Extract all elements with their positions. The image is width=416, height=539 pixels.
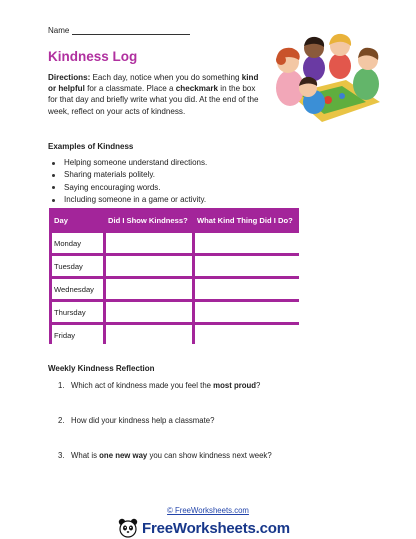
kindness-checkbox-cell[interactable] (106, 279, 192, 299)
question-part: What is (71, 451, 100, 460)
footer-brand[interactable] (118, 518, 290, 538)
question-part: ? (256, 381, 261, 390)
header-day: Day (52, 211, 103, 230)
directions-part: Each day, notice when you do something (90, 73, 242, 82)
kindness-checkbox-cell[interactable] (106, 325, 192, 345)
question-emphasis: one new way (99, 451, 148, 460)
kind-thing-write-cell[interactable] (195, 233, 299, 253)
reflection-heading: Weekly Kindness Reflection (48, 364, 155, 373)
kindness-checkbox-cell[interactable] (106, 233, 192, 253)
directions-emphasis: checkmark (175, 84, 219, 94)
kindness-checkbox-cell[interactable] (106, 302, 192, 322)
question-emphasis: most proud (213, 381, 257, 390)
question-text (71, 451, 272, 460)
kind-thing-write-cell[interactable] (195, 256, 299, 276)
kind-thing-write-cell[interactable] (195, 325, 299, 345)
reflection-question-3 (58, 451, 272, 460)
directions-part: in the box for that day and briefly write what you did. At the end of the week, reflect on your acts of kindness. (48, 84, 259, 116)
example-text: Helping someone understand directions. (64, 158, 208, 168)
header-what-kind-thing: What Kind Thing Did I Do? (195, 211, 299, 230)
bullet-icon (52, 174, 55, 177)
list-item (50, 182, 207, 194)
kind-thing-write-cell[interactable] (195, 302, 299, 322)
question-text (71, 381, 260, 390)
examples-list (50, 157, 207, 206)
page-title: Kindness Log (48, 49, 138, 64)
example-text: Sharing materials politely. (64, 170, 156, 180)
question-part: you can show kindness next week? (147, 451, 272, 460)
day-cell-thursday: Thursday (52, 302, 103, 322)
list-item (50, 157, 207, 169)
kindness-checkbox-cell[interactable] (106, 256, 192, 276)
name-label: Name (48, 26, 70, 35)
directions-part: for a classmate. Place a (84, 84, 176, 94)
day-cell-monday: Monday (52, 233, 103, 253)
brand-text: FreeWorksheets.com (142, 519, 290, 537)
example-text: Saying encouraging words. (64, 182, 161, 192)
name-blank-line[interactable] (72, 26, 190, 35)
directions-label: Directions: (48, 73, 91, 82)
question-part: Which act of kindness made you feel the (71, 381, 214, 390)
example-text: Including someone in a game or activity. (64, 195, 207, 205)
kindness-log-table (49, 208, 299, 344)
kind-thing-write-cell[interactable] (195, 279, 299, 299)
list-item (50, 169, 207, 181)
question-number: 2. (58, 416, 65, 425)
bullet-icon (52, 186, 55, 189)
children-playing-illustration (268, 28, 384, 126)
question-number: 1. (58, 381, 65, 390)
directions-emphasis: kind or helpful (48, 73, 259, 94)
directions-text (48, 72, 266, 117)
day-cell-friday: Friday (52, 325, 103, 345)
panda-logo-icon (118, 518, 138, 538)
bullet-icon (52, 199, 55, 202)
question-number: 3. (58, 451, 65, 460)
question-text: How did your kindness help a classmate? (71, 416, 215, 425)
reflection-question-2 (58, 416, 214, 425)
reflection-question-1 (58, 381, 260, 390)
header-did-show-kindness: Did I Show Kindness? (106, 211, 192, 230)
footer-copyright-link[interactable]: © FreeWorksheets.com (167, 506, 249, 515)
name-field-row (48, 26, 190, 35)
bullet-icon (52, 162, 55, 165)
examples-heading: Examples of Kindness (48, 142, 134, 151)
day-cell-tuesday: Tuesday (52, 256, 103, 276)
list-item (50, 194, 207, 206)
day-cell-wednesday: Wednesday (52, 279, 103, 299)
